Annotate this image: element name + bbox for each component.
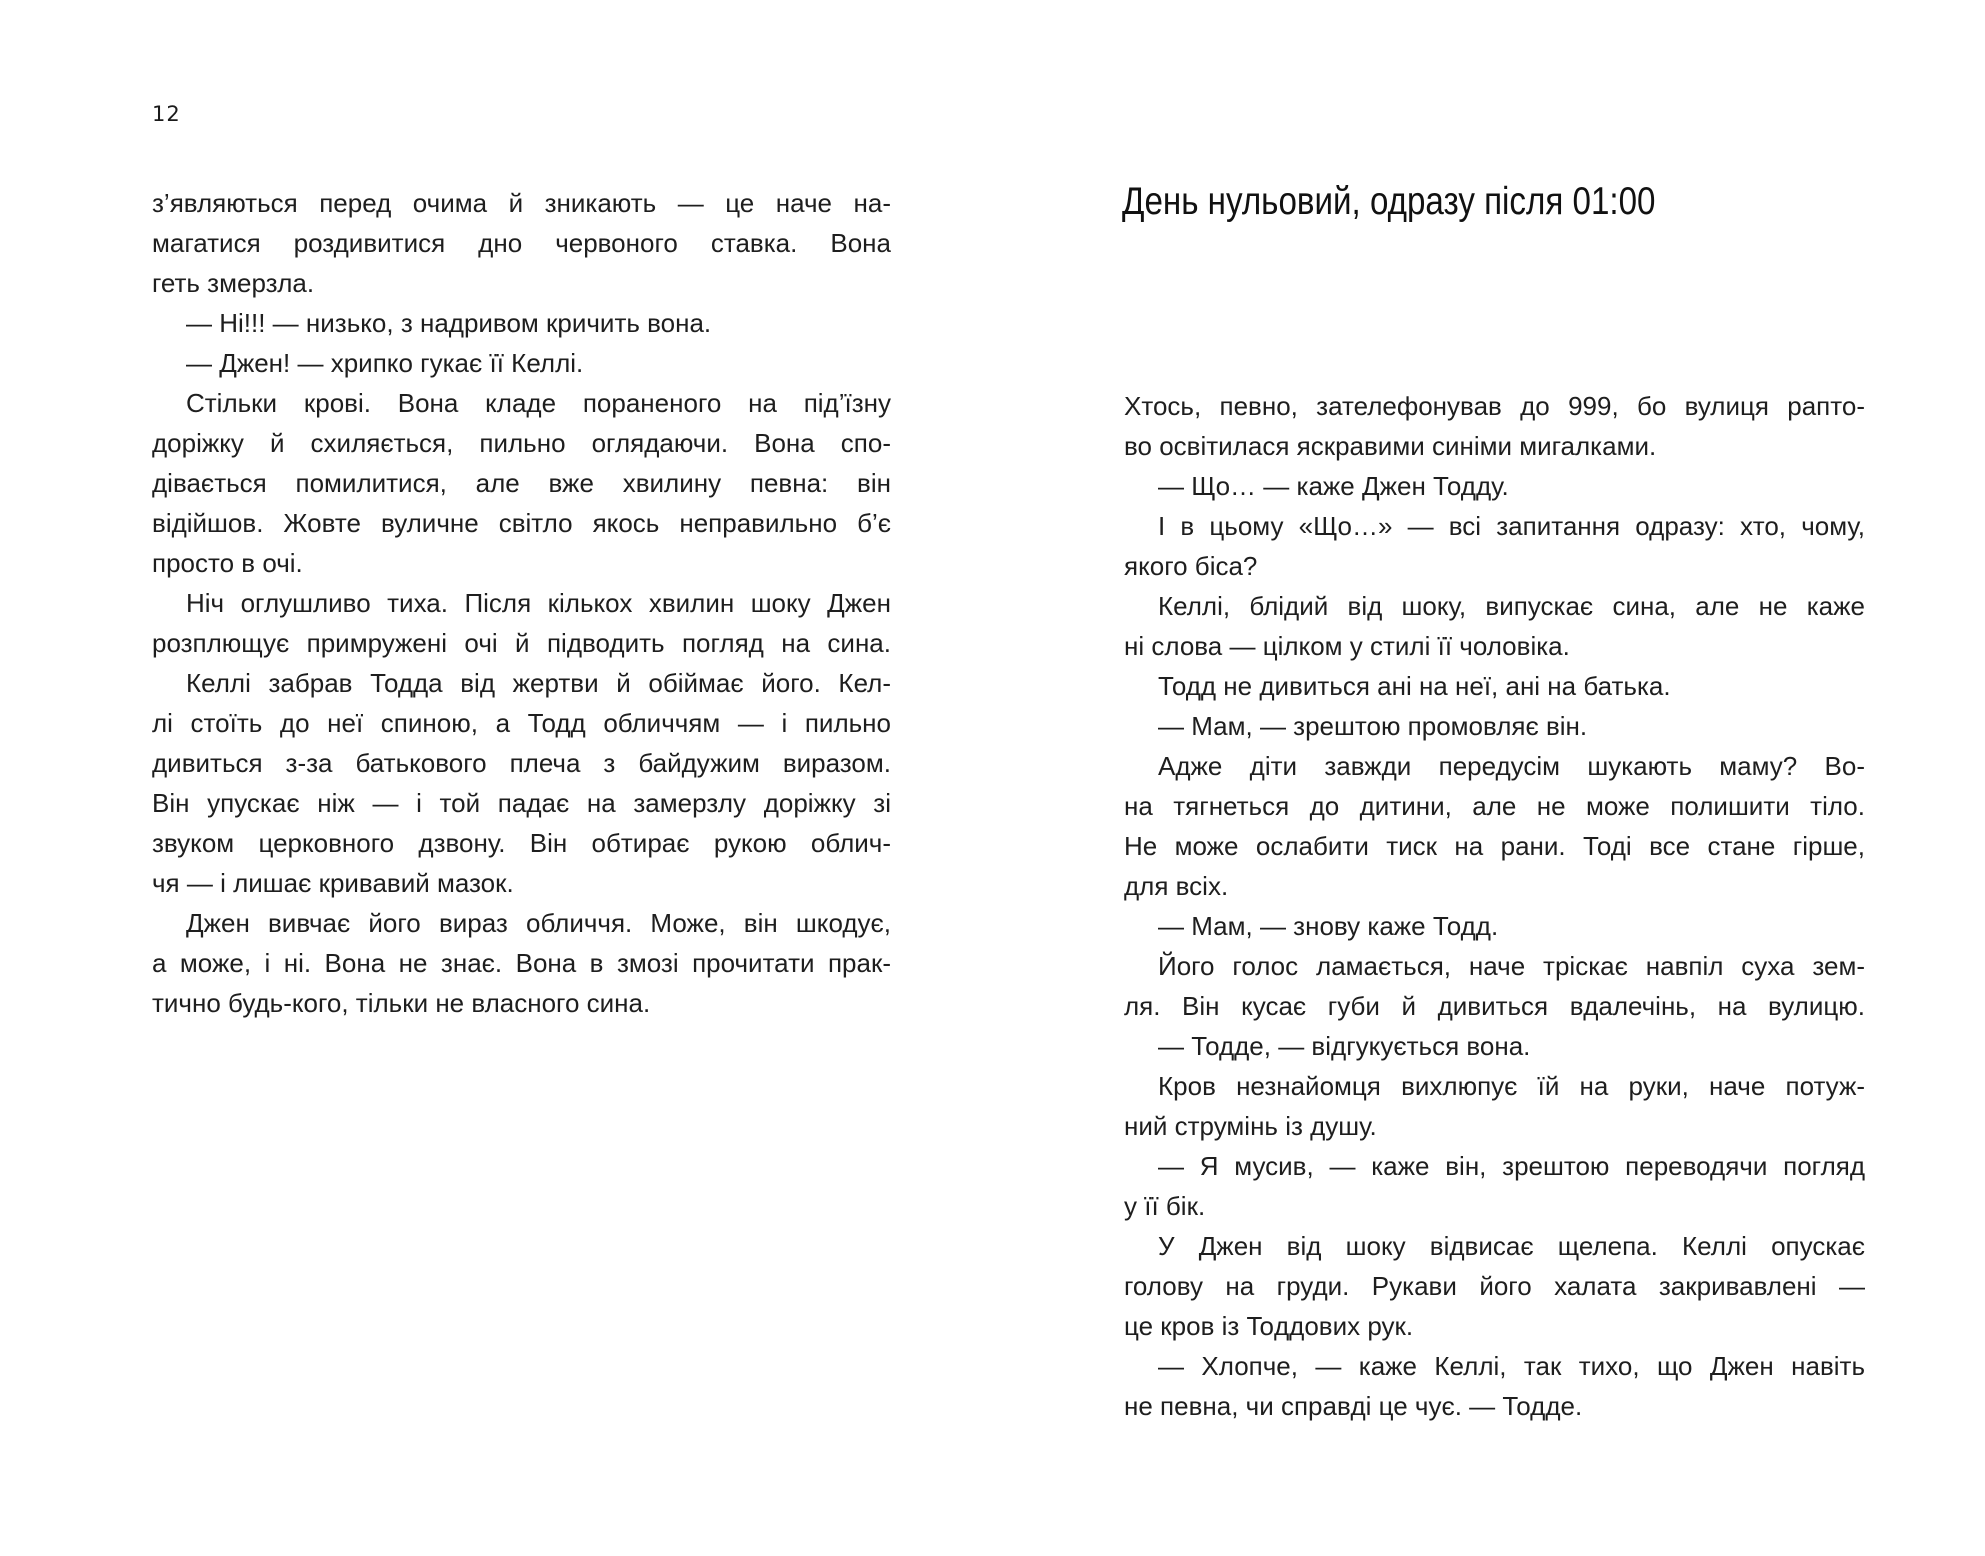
text-line: Келлі забрав Тодда від жертви й обіймає його. Кел- [186,668,891,698]
text-line: — Мам, — зрештою промовляє він. [1158,711,1588,741]
text-line: Адже діти завжди передусім шукають маму? Во- [1158,751,1865,781]
text-line: І в цьому «Що…» — всі запитання одразу: хто, чому, [1158,511,1865,541]
text-line: Він упускає ніж — і той падає на замерзлу доріжку зі [152,788,891,818]
text-line: у її бік. [1124,1191,1206,1221]
text-line: чя — і лишає кривавий мазок. [152,868,514,898]
text-line: Келлі, блідий від шоку, випускає сина, але не каже [1158,591,1865,621]
text-line: ля. Він кусає губи й дивиться вдалечінь, на вулицю. [1124,991,1865,1021]
text-line: відійшов. Жовте вуличне світло якось неправильно б’є [152,508,891,538]
text-line: геть змерзла. [152,268,315,298]
text-line: магатися роздивитися дно червоного ставка. Вона [152,228,891,258]
text-line: — Хлопче, — каже Келлі, так тихо, що Джен навіть [1158,1351,1865,1381]
text-line: для всіх. [1124,871,1229,901]
text-line: У Джен від шоку відвисає щелепа. Келлі опускає [1158,1231,1865,1261]
text-line: доріжку й схиляється, пильно оглядаючи. Вона спо- [152,428,891,458]
text-line: з’являються перед очима й зникають — це наче на- [152,188,891,218]
text-line: Не може ослабити тиск на рани. Тоді все стане гірше, [1124,831,1865,861]
text-line: — Джен! — хрипко гукає її Келлі. [186,348,584,378]
text-line: не певна, чи справді це чує. — Тодде. [1124,1391,1583,1421]
text-line: ний струмінь із душу. [1124,1111,1377,1141]
text-line: Ніч оглушливо тиха. Після кількох хвилин шоку Джен [186,588,891,618]
text-line: ні слова — цілком у стилі її чоловіка. [1124,631,1570,661]
text-line: якого біса? [1124,551,1258,581]
text-line: Хтось, певно, зателефонував до 999, бо вулиця рапто- [1124,391,1865,421]
text-line: — Ні!!! — низько, з надривом кричить вона. [186,308,712,338]
page-number: 12 [152,102,181,126]
text-line: голову на груди. Рукави його халата закривавлені — [1124,1271,1865,1301]
text-line: тично будь-кого, тільки не власного сина. [152,988,651,1018]
text-line: — Я мусив, — каже він, зрештою переводячи погляд [1158,1151,1865,1181]
text-line: — Мам, — знову каже Тодд. [1158,911,1499,941]
left-page-body [152,183,891,1023]
text-line: — Що… — каже Джен Тодду. [1158,471,1509,501]
text-line: а може, і ні. Вона не знає. Вона в змозі прочитати прак- [152,948,891,978]
text-line: Стільки крові. Вона кладе пораненого на під’їзну [186,388,891,418]
right-page-body [1124,386,1865,1426]
text-line: во освітилася яскравими синіми мигалками. [1124,431,1657,461]
text-line: дивиться з-за батькового плеча з байдужим виразом. [152,748,891,778]
text-line: лі стоїть до неї спиною, а Тодд обличчям — і пильно [152,708,891,738]
text-line: Джен вивчає його вираз обличчя. Може, він шкодує, [186,908,891,938]
text-line: Тодд не дивиться ані на неї, ані на батька. [1158,671,1671,701]
text-line: це кров із Toддових рук. [1124,1311,1414,1341]
text-line: звуком церковного дзвону. Він обтирає рукою облич- [152,828,891,858]
text-line: дівається помилитися, але вже хвилину певна: він [152,468,891,498]
text-line: Його голос ламається, наче тріскає навпіл суха зем- [1158,951,1865,981]
chapter-title: День нульовий, одразу після 01:00 [1122,180,1656,223]
text-line: розплющує примружені очі й підводить погляд на сина. [152,628,891,658]
text-line: на тягнеться до дитини, але не може полишити тіло. [1124,791,1865,821]
text-line: Кров незнайомця вихлюпує їй на руки, наче потуж- [1158,1071,1865,1101]
text-line: — Тодде, — відгукується вона. [1158,1031,1531,1061]
text-line: просто в очі. [152,548,303,578]
